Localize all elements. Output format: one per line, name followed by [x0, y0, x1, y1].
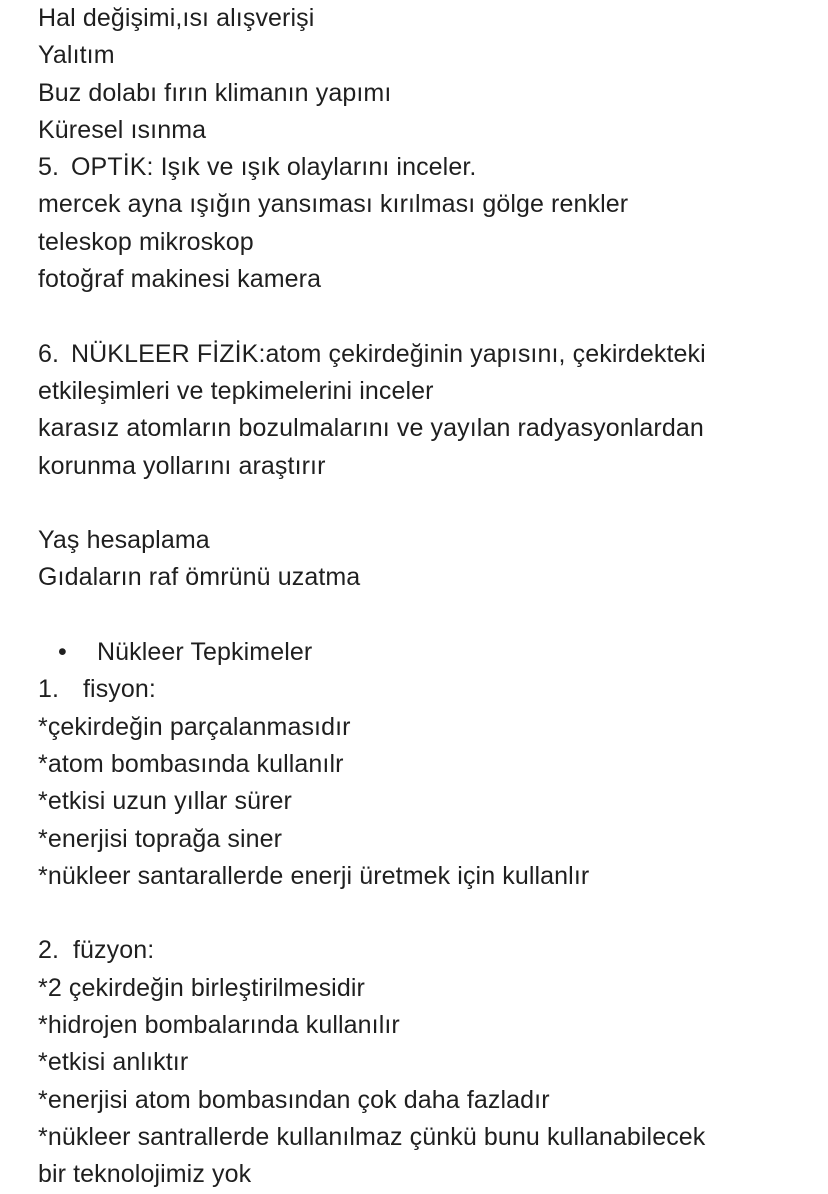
text-line-optics-instruments: teleskop mikroskop: [38, 227, 254, 256]
blank-line: [38, 597, 818, 634]
text-line-fusion-3: *etkisi anlıktır: [38, 1048, 189, 1077]
blank-line: [38, 298, 818, 335]
section-number: 6.: [38, 339, 60, 368]
section-heading-nuclear-physics: [38, 336, 818, 373]
text-line-heat-exchange: Hal değişimi,ısı alışverişi: [38, 4, 315, 32]
blank-line: [38, 895, 818, 932]
blank-line: [38, 485, 818, 522]
document-body: [38, 0, 818, 1194]
text-line-shelf-life: Gıdaların raf ömrünü uzatma: [38, 563, 361, 592]
text-line-fission-4: *enerjisi toprağa siner: [38, 824, 283, 853]
text-line-fission-2: *atom bombasında kullanılr: [38, 749, 344, 778]
text-line-fission-3: *etkisi uzun yıllar sürer: [38, 787, 292, 816]
text-line-insulation: Yalıtım: [38, 41, 115, 70]
list-heading-fission: [38, 671, 818, 708]
list-heading-fusion: [38, 932, 818, 969]
section-heading-text: NÜKLEER FİZİK:atom çekirdeğinin yapısını, çekirdekteki: [71, 339, 706, 368]
section-heading-optics: [38, 149, 818, 186]
text-line-fusion-4: *enerjisi atom bombasından çok daha fazladır: [38, 1085, 550, 1114]
list-number: 2.: [38, 936, 60, 965]
list-number: 1.: [38, 675, 60, 704]
text-line-optics-cameras: fotoğraf makinesi kamera: [38, 265, 322, 294]
list-heading-text: fisyon:: [83, 675, 156, 704]
text-line-fusion-1: *2 çekirdeğin birleştirilmesidir: [38, 973, 365, 1002]
text-line-fission-5: *nükleer santarallerde enerji üretmek için kullanlır: [38, 861, 590, 890]
text-line-fusion-6: bir teknolojimiz yok: [38, 1160, 252, 1189]
text-line-protection: korunma yollarını araştırır: [38, 451, 326, 480]
list-heading-text: füzyon:: [73, 936, 155, 965]
text-line-age-calculation: Yaş hesaplama: [38, 526, 210, 555]
text-line-fission-1: *çekirdeğin parçalanmasıdır: [38, 712, 351, 741]
text-line-fusion-5: *nükleer santrallerde kullanılmaz çünkü bunu kullanabilecek: [38, 1122, 706, 1151]
text-line-nuclear-interactions: etkileşimleri ve tepkimelerini inceler: [38, 376, 434, 405]
text-line-appliances: Buz dolabı fırın klimanın yapımı: [38, 78, 392, 107]
bullet-item-text: Nükleer Tepkimeler: [97, 638, 313, 667]
section-heading-text: OPTİK: Işık ve ışık olaylarını inceler.: [71, 153, 477, 182]
bullet-item-nuclear-reactions: [38, 634, 818, 671]
section-number: 5.: [38, 153, 60, 182]
text-line-unstable-atoms: karasız atomların bozulmalarını ve yayılan radyasyonlardan: [38, 414, 704, 443]
text-line-fusion-2: *hidrojen bombalarında kullanılır: [38, 1011, 400, 1040]
bullet-icon: •: [58, 638, 67, 667]
text-line-optics-topics: mercek ayna ışığın yansıması kırılması gölge renkler: [38, 190, 629, 219]
text-line-global-warming: Küresel ısınma: [38, 115, 207, 144]
